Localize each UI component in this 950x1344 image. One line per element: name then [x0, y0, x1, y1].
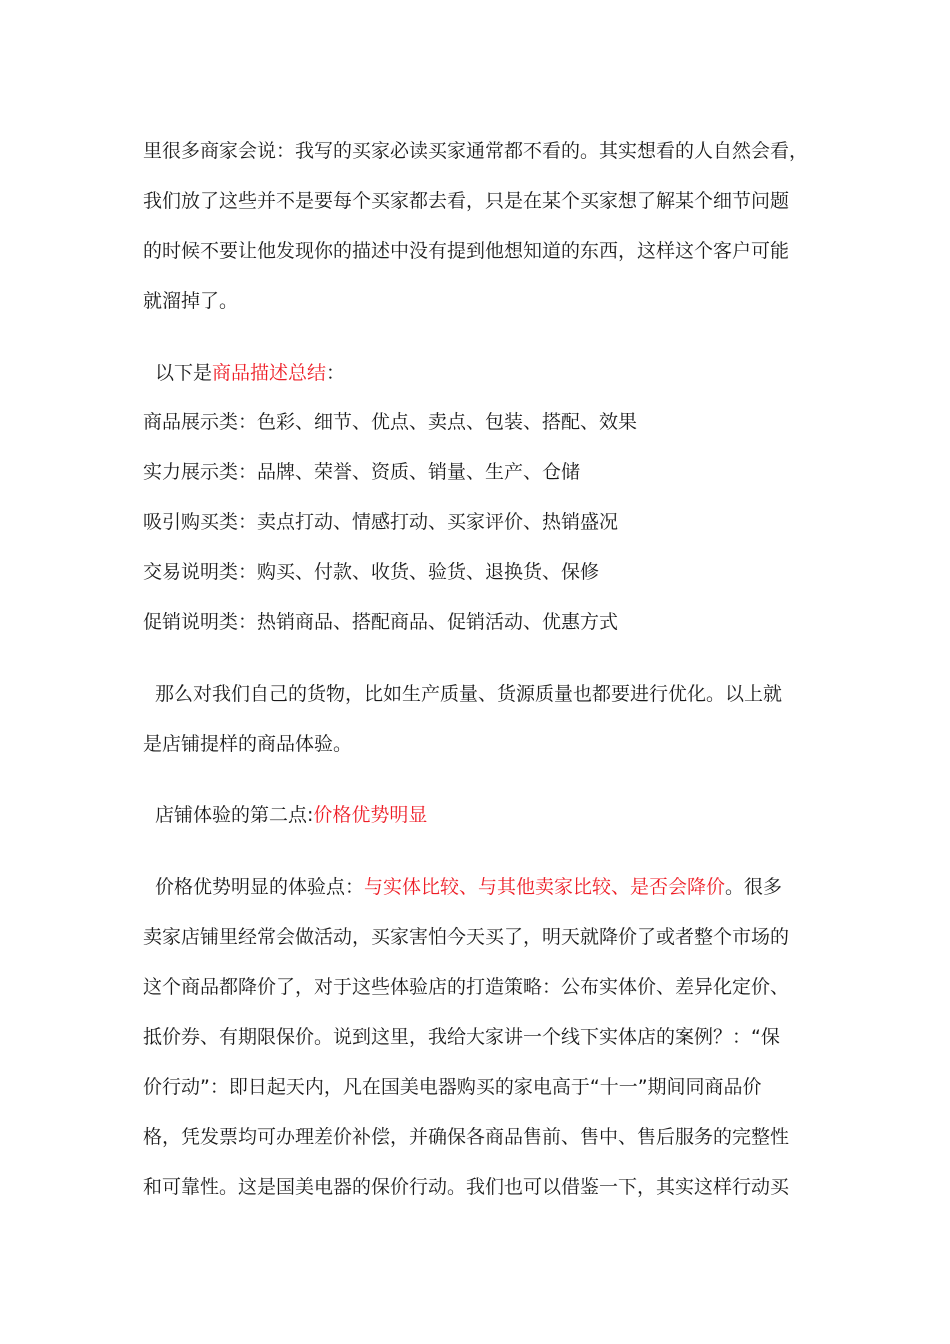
paragraph-line: 这个商品都降价了，对于这些体验店的打造策略：公布实体价、差异化定价、: [143, 976, 790, 998]
paragraph-line: 和可靠性。这是国美电器的保价行动。我们也可以借鉴一下，其实这样行动买: [143, 1176, 790, 1198]
paragraph-line: 价行动”：即日起天内，凡在国美电器购买的家电高于“十一”期间同商品价: [143, 1076, 762, 1098]
paragraph-line: 就溜掉了。: [143, 290, 239, 312]
summary-item: 吸引购买类：卖点打动、情感打动、买家评价、热销盛况: [143, 511, 619, 533]
paragraph-line: 格，凭发票均可办理差价补偿，并确保各商品售前、售中、售后服务的完整性: [143, 1126, 790, 1148]
paragraph-line: 抵价券、有期限保价。说到这里，我给大家讲一个线下实体店的案例？：“保: [143, 1026, 780, 1048]
paragraph-line: 里很多商家会说：我写的买家必读买家通常都不看的。其实想看的人自然会看，: [143, 140, 808, 162]
summary-intro: [155, 360, 820, 386]
paragraph-line: 我们放了这些并不是要每个买家都去看，只是在某个买家想了解某个细节问题: [143, 190, 790, 212]
summary-intro-suffix: ：: [326, 362, 346, 384]
summary-item: 交易说明类：购买、付款、收货、验货、退换货、保修: [143, 561, 600, 583]
section-heading-highlight: 价格优势明显: [313, 804, 428, 826]
summary-item: 商品展示类：色彩、细节、优点、卖点、包装、搭配、效果: [143, 411, 638, 433]
summary-item: 促销说明类：热销商品、搭配商品、促销活动、优惠方式: [143, 611, 619, 633]
price-line-prefix: 价格优势明显的体验点：: [155, 876, 365, 898]
price-line-highlight: 与实体比较、与其他卖家比较、是否会降价: [364, 876, 726, 898]
price-line-suffix: 。很多: [725, 876, 783, 898]
paragraph-line: 的时候不要让他发现你的描述中没有提到他想知道的东西，这样这个客户可能: [143, 240, 790, 262]
summary-intro-prefix: 以下是: [155, 362, 213, 384]
summary-intro-highlight: 商品描述总结: [212, 362, 327, 384]
paragraph-line: 卖家店铺里经常会做活动，买家害怕今天买了，明天就降价了或者整个市场的: [143, 926, 790, 948]
section-heading-prefix: 店铺体验的第二点:: [155, 804, 314, 826]
summary-item: 实力展示类：品牌、荣誉、资质、销量、生产、仓储: [143, 461, 581, 483]
price-paragraph-first-line: [155, 874, 820, 900]
paragraph-line: 那么对我们自己的货物，比如生产质量、货源质量也都要进行优化。以上就: [155, 683, 783, 705]
section-heading: [155, 802, 820, 828]
paragraph-line: 是店铺提样的商品体验。: [143, 733, 353, 755]
